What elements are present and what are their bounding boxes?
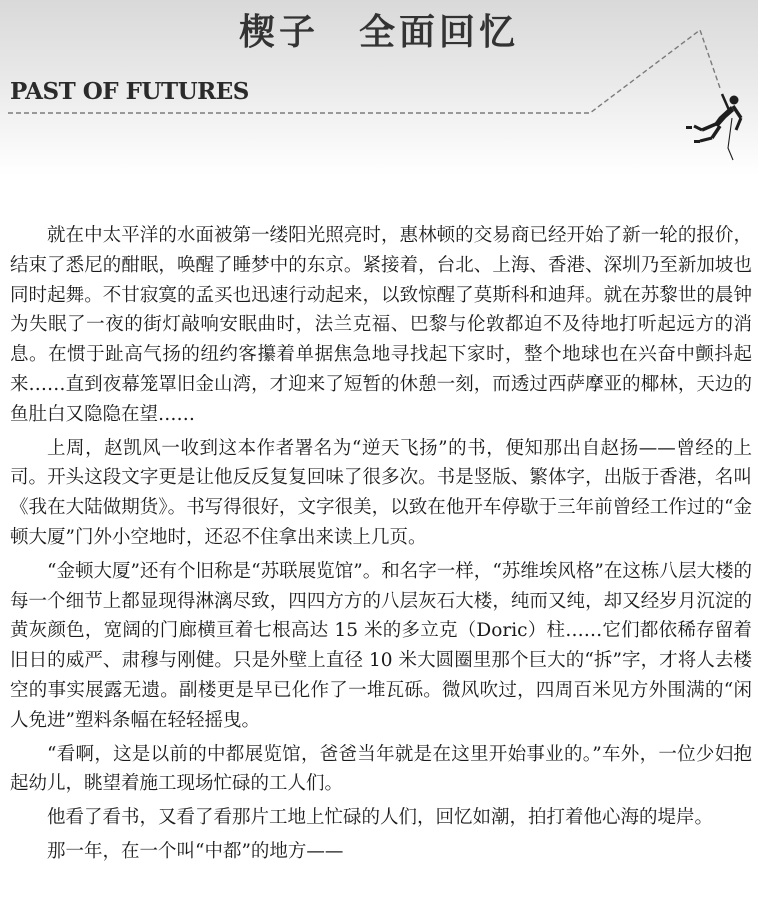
climber-icon [686, 94, 741, 160]
paragraph: 他看了看书，又看了看那片工地上忙碌的人们，回忆如潮，拍打着他心海的堤岸。 [47, 807, 714, 829]
paragraph: 就在中太平洋的水面被第一缕阳光照亮时，惠林顿的交易商已经开始了新一轮的报价，结束了悉尼的酣眠，唤醒了睡梦中的东京。紧接着，台北、上海、香港、深圳乃至新加坡也同时起舞。不甘寂寞的孟买也迅速行动起来，以致惊醒了莫斯科和迪拜。就在苏黎世的晨钟为失眠了一夜的街灯敲响安眠曲时，法兰克福、巴黎与伦敦都迫不及待地打听起远方的消息。在惯于趾高气扬的纽约客攥着单据焦急地寻找起下家时，整个地球也在兴奋中颤抖起来……直到夜幕笼罩旧金山湾，才迎来了短暂的休憩一刻，而透过西萨摩亚的椰林，天边的鱼肚白又隐隐在望…… [10, 225, 752, 425]
paragraph: “金顿大厦”还有个旧称是“苏联展览馆”。和名字一样，“苏维埃风格”在这栋八层大楼的每一个细节上都显现得淋漓尽致，四四方方的八层灰石大楼，纯而又纯，却又经岁月沉淀的黄灰颜色，宽阔的门廊横亘着七根高达 15 米的多立克（Doric）柱……它们都依稀存留着旧日的威严、肃穆与刚健。只是外壁上直径 10 米大圆圈里那个巨大的“拆”字，才将人去楼空的事实展露无遗。副楼更是早已化作了一堆瓦砾。微风吹过，四周百米见方外围满的“闲人免进”塑料条幅在轻轻摇曳。 [10, 560, 752, 731]
paragraph: 那一年，在一个叫“中都”的地方—— [47, 840, 344, 862]
chapter-title: 楔子 全面回忆 [238, 11, 519, 53]
paragraph: “看啊，这是以前的中都展览馆，爸爸当年就是在这里开始事业的。”车外，一位少妇抱起幼儿，眺望着施工现场忙碌的工人们。 [10, 743, 752, 795]
paragraph: 上周，赵凯风一收到这本作者署名为“逆天飞扬”的书，便知那出自赵扬——曾经的上司。开头这段文字更是让他反反复复回味了很多次。书是竖版、繁体字，出版于香港，名叫《我在大陆做期货》。书写得很好，文字很美，以致在他开车停歇于三年前曾经工作过的“金顿大厦”门外小空地时，还忍不住拿出来读上几页。 [10, 437, 752, 548]
article-body [10, 221, 752, 871]
section-subtitle: PAST OF FUTURES [10, 78, 249, 105]
